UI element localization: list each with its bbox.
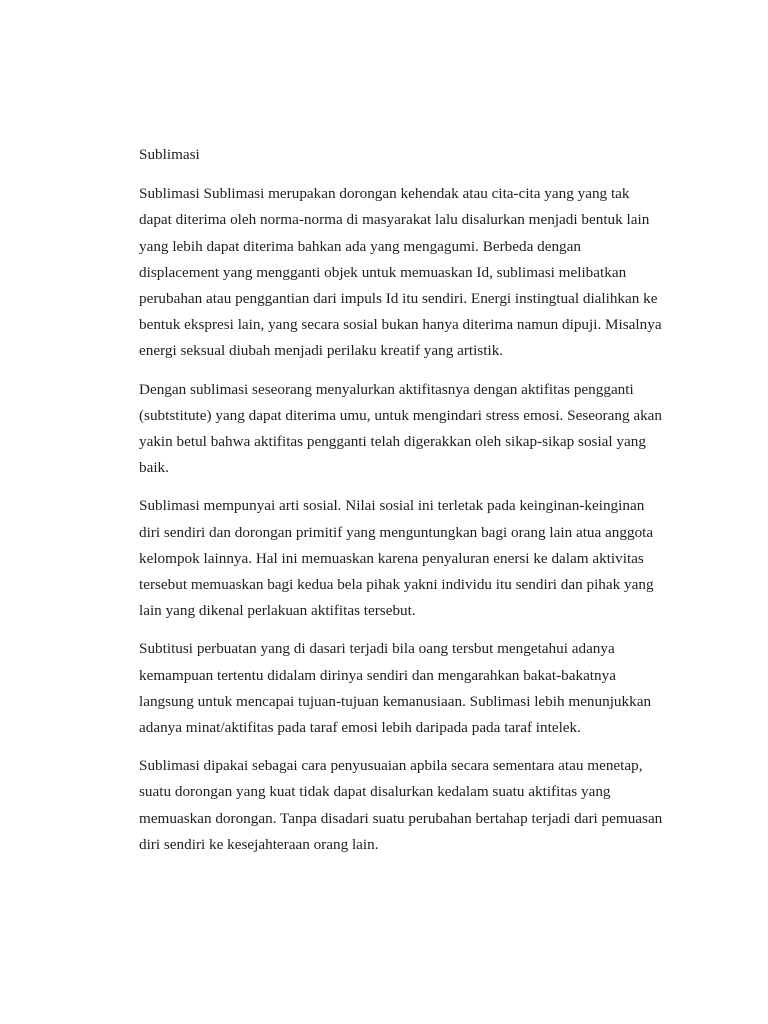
paragraph-line: (subtstitute) yang dapat diterima umu, untuk mengindari stress emosi. Seseorang akan bbox=[139, 406, 663, 424]
paragraph-line: baik. bbox=[139, 459, 169, 477]
paragraph-line: kemampuan tertentu didalam dirinya sendiri dan mengarahkan bakat-bakatnya bbox=[139, 666, 616, 684]
paragraph bbox=[139, 753, 678, 858]
paragraph-line: dapat diterima oleh norma-norma di masyarakat lalu disalurkan menjadi bentuk lain bbox=[139, 211, 650, 229]
paragraph-line: Sublimasi mempunyai arti sosial. Nilai sosial ini terletak pada keinginan-keinginan bbox=[139, 497, 645, 515]
paragraph-line: kelompok lainnya. Hal ini memuaskan karena penyaluran enersi ke dalam aktivitas bbox=[139, 549, 644, 567]
paragraph bbox=[139, 181, 678, 364]
paragraph-line: memuaskan dorongan. Tanpa disadari suatu perubahan bertahap terjadi dari pemuasan bbox=[139, 809, 663, 827]
document-title: Sublimasi bbox=[139, 146, 200, 163]
paragraph-line: Dengan sublimasi seseorang menyalurkan aktifitasnya dengan aktifitas pengganti bbox=[139, 380, 634, 398]
paragraph bbox=[139, 493, 678, 624]
paragraph-line: yakin betul bahwa aktifitas pengganti telah digerakkan oleh sikap-sikap sosial yang bbox=[139, 433, 646, 451]
paragraph-line: Sublimasi Sublimasi merupakan dorongan kehendak atau cita-cita yang yang tak bbox=[139, 185, 630, 203]
paragraph-line: perubahan atau penggantian dari impuls Id itu sendiri. Energi instingtual dialihkan ke bbox=[139, 290, 658, 308]
paragraph-line: Subtitusi perbuatan yang di dasari terjadi bila oang tersbut mengetahui adanya bbox=[139, 640, 615, 658]
paragraph-line: yang lebih dapat diterima bahkan ada yang mengagumi. Berbeda dengan bbox=[139, 237, 581, 255]
paragraph bbox=[139, 377, 678, 482]
paragraph-line: diri sendiri dan dorongan primitif yang menguntungkan bagi orang lain atua anggota bbox=[139, 523, 654, 541]
paragraph-line: Sublimasi dipakai sebagai cara penyusuaian apbila secara sementara atau menetap, bbox=[139, 757, 643, 775]
paragraph-line: suatu dorongan yang kuat tidak dapat disalurkan kedalam suatu aktifitas yang bbox=[139, 783, 611, 801]
paragraph-line: adanya minat/aktifitas pada taraf emosi lebih daripada pada taraf intelek. bbox=[139, 719, 581, 737]
paragraph-line: lain yang dikenal perlakuan aktifitas tersebut. bbox=[139, 602, 416, 620]
paragraph-line: diri sendiri ke kesejahteraan orang lain. bbox=[139, 835, 379, 853]
paragraph-line: bentuk ekspresi lain, yang secara sosial bukan hanya diterima namun dipuji. Misalnya bbox=[139, 316, 662, 334]
paragraph-line: displacement yang mengganti objek untuk memuaskan Id, sublimasi melibatkan bbox=[139, 263, 627, 281]
paragraph-line: tersebut memuaskan bagi kedua bela pihak yakni individu itu sendiri dan pihak yang bbox=[139, 576, 654, 594]
paragraph-line: energi seksual diubah menjadi perilaku kreatif yang artistik. bbox=[139, 342, 504, 360]
paragraph bbox=[139, 636, 678, 741]
paragraph-line: langsung untuk mencapai tujuan-tujuan kemanusiaan. Sublimasi lebih menunjukkan bbox=[139, 692, 652, 710]
